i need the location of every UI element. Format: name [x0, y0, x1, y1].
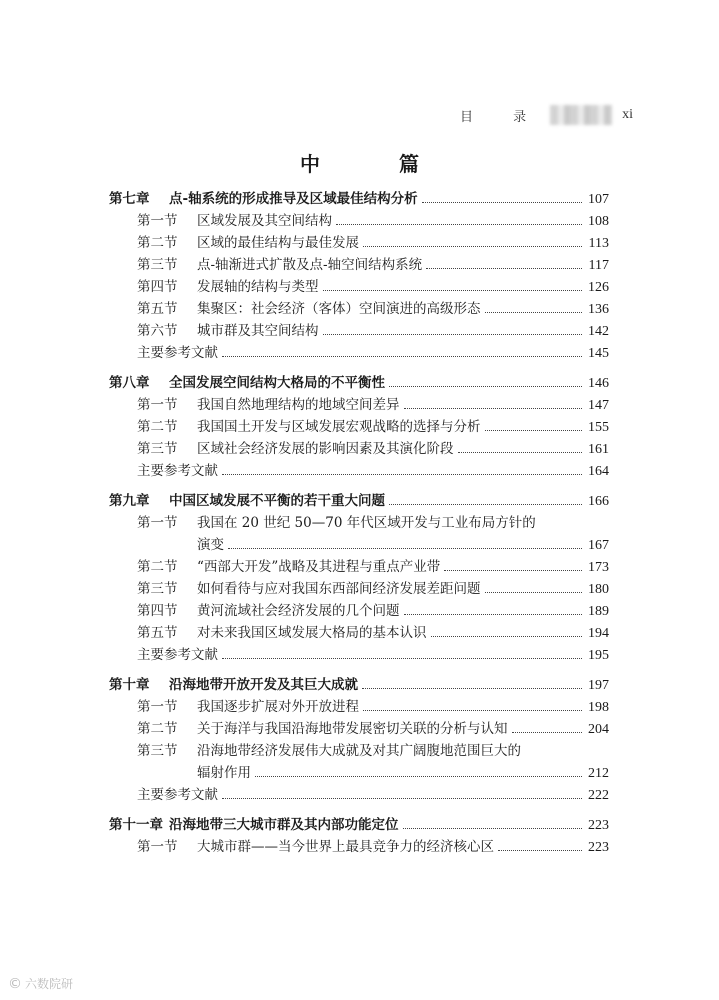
toc-page-number: 117 [588, 258, 609, 273]
table-of-contents [109, 188, 609, 858]
toc-page-number: 145 [588, 346, 609, 361]
dot-leader [389, 385, 582, 387]
dot-leader [222, 657, 582, 659]
toc-entry-title: 主要参考文献 [137, 787, 218, 803]
toc-entry-title: 如何看待与应对我国东西部间经济发展差距问题 [197, 581, 481, 597]
dot-leader [485, 591, 583, 593]
toc-entry-label: 第二节 [137, 235, 178, 251]
dot-leader [363, 709, 582, 711]
toc-entry-title: 关于海洋与我国沿海地带发展密切关联的分析与认知 [197, 721, 508, 737]
toc-page-number: 142 [588, 324, 609, 339]
toc-section-row[interactable] [109, 276, 609, 298]
dot-leader [389, 503, 582, 505]
toc-page-number: 136 [588, 302, 609, 317]
dot-leader [498, 849, 582, 851]
toc-page-number: 161 [588, 442, 609, 457]
dot-leader [255, 775, 582, 777]
toc-page-number: 155 [588, 420, 609, 435]
dot-leader [431, 635, 583, 637]
dot-leader [458, 451, 583, 453]
toc-section-row[interactable] [109, 762, 609, 784]
toc-entry-title: 中国区域发展不平衡的若干重大问题 [169, 493, 385, 509]
toc-section-row[interactable] [109, 718, 609, 740]
toc-entry-title: 演变 [197, 537, 224, 553]
toc-entry-label: 第五节 [137, 301, 178, 317]
watermark-text: 六数院研 [25, 977, 74, 991]
toc-section-row[interactable] [109, 578, 609, 600]
chapter-separator [109, 364, 609, 372]
toc-section-row[interactable] [109, 740, 609, 762]
toc-entry-title: 主要参考文献 [137, 647, 218, 663]
dot-leader [403, 827, 583, 829]
toc-section-row[interactable] [109, 394, 609, 416]
toc-entry-label: 第八章 [109, 375, 150, 391]
toc-entry-label: 第七章 [109, 191, 150, 207]
toc-chapter-row[interactable] [109, 372, 609, 394]
dot-leader [323, 289, 583, 291]
chapter-separator [109, 482, 609, 490]
toc-entry-label: 第十一章 [109, 817, 163, 833]
dot-leader [363, 245, 582, 247]
toc-entry-title: 区域的最佳结构与最佳发展 [197, 235, 359, 251]
toc-section-row[interactable] [109, 210, 609, 232]
toc-entry-title: 我国在 20 世纪 50—70 年代区域开发与工业布局方针的 [197, 515, 536, 531]
toc-section-row[interactable] [109, 416, 609, 438]
toc-entry-title: 点-轴渐进式扩散及点-轴空间结构系统 [197, 257, 423, 273]
toc-page-number: 173 [588, 560, 609, 575]
toc-entry-label: 第二节 [137, 721, 178, 737]
toc-page-number: 147 [588, 398, 609, 413]
toc-section-row[interactable] [109, 320, 609, 342]
dot-leader [336, 223, 582, 225]
toc-entry-label: 第十章 [109, 677, 150, 693]
toc-entry-label: 第二节 [137, 419, 178, 435]
toc-page-number: 197 [588, 678, 609, 693]
toc-page-number: 164 [588, 464, 609, 479]
toc-page-number: 126 [588, 280, 609, 295]
dot-leader [222, 355, 582, 357]
toc-entry-title: 主要参考文献 [137, 345, 218, 361]
toc-entry-title: “西部大开发”战略及其进程与重点产业带 [197, 559, 441, 575]
toc-section-row[interactable] [109, 534, 609, 556]
toc-page-number: 223 [588, 818, 609, 833]
toc-entry-title: 我国逐步扩展对外开放进程 [197, 699, 359, 715]
dot-leader [362, 687, 582, 689]
toc-entry-title: 对未来我国区域发展大格局的基本认识 [197, 625, 427, 641]
toc-entry-label: 第九章 [109, 493, 150, 509]
toc-entry-label: 第三节 [137, 581, 178, 597]
toc-section-row[interactable] [109, 696, 609, 718]
toc-section-row[interactable] [109, 254, 609, 276]
toc-section-row[interactable] [109, 622, 609, 644]
toc-entry-title: 我国国土开发与区域发展宏观战略的选择与分析 [197, 419, 481, 435]
toc-section-row[interactable] [109, 600, 609, 622]
toc-entry-label: 第三节 [137, 257, 178, 273]
dot-leader [444, 569, 582, 571]
toc-entry-label: 第五节 [137, 625, 178, 641]
toc-references-row[interactable] [109, 342, 609, 364]
toc-entry-label: 第二节 [137, 559, 178, 575]
toc-entry-title: 沿海地带开放开发及其巨大成就 [169, 677, 358, 693]
toc-page-number: 198 [588, 700, 609, 715]
toc-entry-title: 沿海地带三大城市群及其内部功能定位 [169, 817, 399, 833]
toc-entry-label: 第六节 [137, 323, 178, 339]
blurred-region [550, 105, 612, 125]
toc-entry-title: 点-轴系统的形成推导及区域最佳结构分析 [169, 191, 418, 207]
toc-entry-label: 第三节 [137, 441, 178, 457]
toc-entry-label: 第一节 [137, 213, 178, 229]
toc-chapter-row[interactable] [109, 674, 609, 696]
dot-leader [426, 267, 582, 269]
chapter-separator [109, 666, 609, 674]
dot-leader [222, 797, 582, 799]
toc-entry-title: 辐射作用 [197, 765, 251, 781]
running-head-page-number: xi [622, 107, 633, 122]
toc-entry-title: 大城市群——当今世界上最具竞争力的经济核心区 [197, 839, 494, 855]
dot-leader [222, 473, 582, 475]
toc-page-number: 180 [588, 582, 609, 597]
toc-entry-title: 主要参考文献 [137, 463, 218, 479]
toc-chapter-row[interactable] [109, 814, 609, 836]
toc-entry-label: 第一节 [137, 699, 178, 715]
toc-entry-title: 沿海地带经济发展伟大成就及对其广阔腹地范围巨大的 [197, 743, 521, 759]
toc-page-number: 166 [588, 494, 609, 509]
toc-entry-title: 发展轴的结构与类型 [197, 279, 319, 295]
watermark-logo-icon: © [8, 975, 22, 992]
toc-page-number: 222 [588, 788, 609, 803]
toc-entry-label: 第三节 [137, 743, 178, 759]
toc-entry-label: 第一节 [137, 397, 178, 413]
toc-entry-title: 区域发展及其空间结构 [197, 213, 332, 229]
dot-leader [422, 201, 582, 203]
toc-section-row[interactable] [109, 232, 609, 254]
toc-page-number: 167 [588, 538, 609, 553]
toc-page-number: 108 [588, 214, 609, 229]
toc-section-row[interactable] [109, 512, 609, 534]
toc-entry-title: 区域社会经济发展的影响因素及其演化阶段 [197, 441, 454, 457]
toc-references-row[interactable] [109, 644, 609, 666]
dot-leader [485, 429, 583, 431]
dot-leader [323, 333, 583, 335]
dot-leader [228, 547, 582, 549]
part-title: 中 篇 [300, 152, 455, 176]
toc-page-number: 113 [588, 236, 609, 251]
toc-entry-title: 黄河流域社会经济发展的几个问题 [197, 603, 400, 619]
toc-entry-label: 第一节 [137, 839, 178, 855]
toc-entry-title: 城市群及其空间结构 [197, 323, 319, 339]
toc-section-row[interactable] [109, 438, 609, 460]
toc-page-number: 107 [588, 192, 609, 207]
toc-entry-label: 第四节 [137, 279, 178, 295]
toc-page-number: 212 [588, 766, 609, 781]
toc-section-row[interactable] [109, 556, 609, 578]
running-head [460, 105, 633, 125]
watermark [8, 975, 73, 992]
toc-section-row[interactable] [109, 836, 609, 858]
toc-page-number: 146 [588, 376, 609, 391]
toc-entry-label: 第四节 [137, 603, 178, 619]
toc-entry-title: 我国自然地理结构的地域空间差异 [197, 397, 400, 413]
toc-page-number: 195 [588, 648, 609, 663]
chapter-separator [109, 806, 609, 814]
toc-references-row[interactable] [109, 784, 609, 806]
toc-entry-label: 第一节 [137, 515, 178, 531]
toc-chapter-row[interactable] [109, 490, 609, 512]
toc-references-row[interactable] [109, 460, 609, 482]
dot-leader [404, 613, 583, 615]
toc-section-row[interactable] [109, 298, 609, 320]
dot-leader [485, 311, 583, 313]
toc-entry-title: 全国发展空间结构大格局的不平衡性 [169, 375, 385, 391]
dot-leader [404, 407, 583, 409]
dot-leader [512, 731, 583, 733]
running-head-label: 目 录 [459, 109, 545, 125]
toc-chapter-row[interactable] [109, 188, 609, 210]
toc-page-number: 194 [588, 626, 609, 641]
toc-page-number: 189 [588, 604, 609, 619]
toc-entry-title: 集聚区：社会经济（客体）空间演进的高级形态 [197, 301, 481, 317]
toc-page-number: 204 [588, 722, 609, 737]
toc-page-number: 223 [588, 840, 609, 855]
